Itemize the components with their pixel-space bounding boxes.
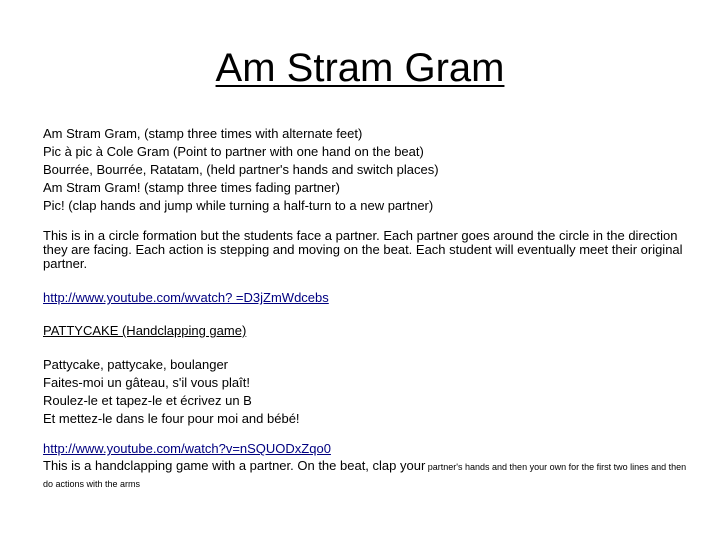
page-title-text: Am Stram Gram <box>215 46 505 90</box>
lyric-line: Am Stram Gram, (stamp three times with alternate feet) <box>43 126 363 141</box>
pattycake-heading: PATTYCAKE (Handclapping game) <box>43 323 247 338</box>
lyric-line: Roulez-le et tapez-le et écrivez un B <box>43 393 252 408</box>
youtube-link-pattycake[interactable]: http://www.youtube.com/watch?v=nSQUODxZqo0 <box>43 441 331 456</box>
lyric-line: Et mettez-le dans le four pour moi and bébé! <box>43 411 300 426</box>
pattycake-instructions <box>43 458 693 492</box>
pattycake-footer <box>43 440 693 492</box>
pattycake-heading-container <box>43 322 693 340</box>
lyric-line: Bourrée, Bourrée, Ratatam, (held partner's hands and switch places) <box>43 162 439 177</box>
youtube-link-am-stram-gram[interactable]: http://www.youtube.com/wvatch? =D3jZmWdcebs <box>43 290 329 305</box>
lyric-line: Pic! (clap hands and jump while turning a half-turn to a new partner) <box>43 198 434 213</box>
video-link-1-container <box>43 289 693 307</box>
song-lyrics-am-stram-gram <box>43 125 693 215</box>
lyric-line: Pattycake, pattycake, boulanger <box>43 357 229 372</box>
lyric-line: Am Stram Gram! (stamp three times fading partner) <box>43 180 340 195</box>
lyric-line: Pic à pic à Cole Gram (Point to partner with one hand on the beat) <box>43 144 424 159</box>
lyric-line: Faites-moi un gâteau, s'il vous plaît! <box>43 375 250 390</box>
instructions-paragraph: This is in a circle formation but the students face a partner. Each partner goes around the circle in the direction they are facing. Each action is stepping and moving on the beat. Each student will eventually meet their original partner. <box>43 228 683 271</box>
instructions-small-text: partner's hands and then your own for the first two lines and then do actions with the arms <box>43 462 687 489</box>
page-title <box>0 44 720 92</box>
instructions-main-text: This is a handclapping game with a partner. On the beat, clap your <box>43 458 426 473</box>
instructions-am-stram-gram <box>43 229 693 271</box>
song-lyrics-pattycake <box>43 356 693 428</box>
